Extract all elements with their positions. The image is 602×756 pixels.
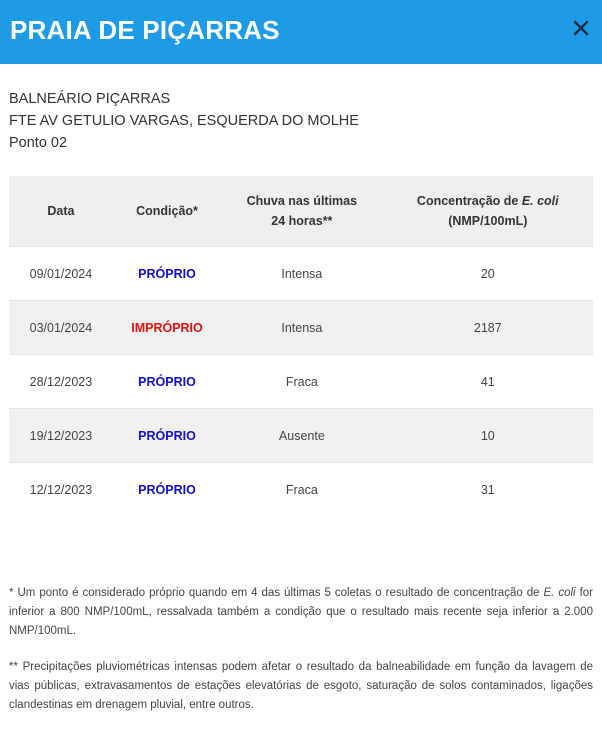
footnote-condition-text-a: * Um ponto é considerado próprio quando em 4 das últimas 5 coletas o resultado de concentração de xyxy=(9,587,544,599)
cell-condition xyxy=(113,463,221,517)
cell-date: 03/01/2024 xyxy=(9,301,113,355)
cell-date: 19/12/2023 xyxy=(9,409,113,463)
table-row xyxy=(9,409,593,463)
table-body xyxy=(9,247,593,517)
cell-condition xyxy=(113,247,221,301)
condition-label: PRÓPRIO xyxy=(138,428,196,443)
results-table xyxy=(9,176,593,516)
monitoring-address: FTE AV GETULIO VARGAS, ESQUERDA DO MOLHE xyxy=(9,113,359,129)
header-rain-line1: Chuva nas últimas xyxy=(246,194,358,208)
header-conc-italic: E. coli xyxy=(521,194,559,208)
monitoring-point: Ponto 02 xyxy=(9,135,68,151)
condition-label: PRÓPRIO xyxy=(138,266,196,281)
footnote-condition-text-b: for inferior a 800 NMP/100mL, ressalvada também a condição que o resultado mais recente seja inferior a 2.000 NMP/100mL. xyxy=(9,587,593,637)
cell-rain: Fraca xyxy=(221,463,382,517)
footnote-condition xyxy=(9,584,593,641)
cell-rain: Ausente xyxy=(221,409,382,463)
cell-rain: Fraca xyxy=(221,355,382,409)
municipality-name: BALNEÁRIO PIÇARRAS xyxy=(9,91,171,107)
cell-condition xyxy=(113,301,221,355)
close-button[interactable] xyxy=(572,19,590,37)
header-rain xyxy=(221,176,382,247)
table-row xyxy=(9,355,593,409)
table-row xyxy=(9,247,593,301)
cell-rain: Intensa xyxy=(221,247,382,301)
cell-concentration: 41 xyxy=(383,355,593,409)
table-row xyxy=(9,463,593,517)
footnote-condition-italic: E. coli xyxy=(543,587,576,599)
footnote-rain: ** Precipitações pluviométricas intensas podem afetar o resultado da balneabilidade em função da lavagem de vias públicas, extravasamentos de estações elevatórias de esgoto, saturação de solos contaminados, ligações clandestinas em drenagem pluvial, entre outros. xyxy=(9,661,593,711)
footnotes xyxy=(0,516,602,715)
condition-label: IMPRÓPRIO xyxy=(131,320,203,335)
cell-rain: Intensa xyxy=(221,301,382,355)
condition-label: PRÓPRIO xyxy=(138,482,196,497)
cell-concentration: 2187 xyxy=(383,301,593,355)
cell-condition xyxy=(113,409,221,463)
modal-header xyxy=(0,0,602,64)
cell-concentration: 10 xyxy=(383,409,593,463)
cell-concentration: 20 xyxy=(383,247,593,301)
condition-label: PRÓPRIO xyxy=(138,374,196,389)
cell-date: 12/12/2023 xyxy=(9,463,113,517)
cell-date: 28/12/2023 xyxy=(9,355,113,409)
cell-condition xyxy=(113,355,221,409)
header-date: Data xyxy=(9,176,113,247)
table-row xyxy=(9,301,593,355)
modal-title: PRAIA DE PIÇARRAS xyxy=(10,14,280,45)
header-condition: Condição* xyxy=(113,176,221,247)
header-conc-prefix: Concentração de xyxy=(416,194,522,208)
table-header-row xyxy=(9,176,593,247)
header-concentration xyxy=(383,176,593,247)
cell-concentration: 31 xyxy=(383,463,593,517)
header-conc-unit: (NMP/100mL) xyxy=(448,214,528,228)
cell-date: 09/01/2024 xyxy=(9,247,113,301)
close-icon xyxy=(572,19,590,37)
header-rain-line2: 24 horas** xyxy=(271,214,333,228)
location-info xyxy=(0,64,602,154)
